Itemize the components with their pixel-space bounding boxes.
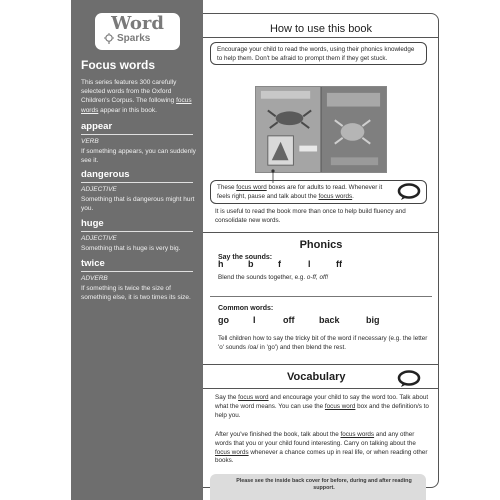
vocab-p2-c: whenever a chance comes up in real life, or when reading other books. bbox=[215, 448, 428, 465]
entry-word: appear bbox=[81, 121, 113, 132]
sound-item: f bbox=[278, 259, 281, 269]
phonics-title: Phonics bbox=[299, 239, 343, 251]
word-entry-twice bbox=[81, 258, 199, 302]
sound-item: ff bbox=[336, 259, 342, 269]
reading-support-note: Please see the inside back cover for before, during and after reading support. bbox=[210, 474, 426, 500]
sound-item: b bbox=[248, 259, 254, 269]
sounds-row bbox=[218, 259, 358, 271]
word-entry-appear bbox=[81, 121, 199, 165]
logo-sparks-text: Sparks bbox=[117, 33, 151, 44]
section-divider bbox=[203, 364, 439, 365]
word-entry-huge bbox=[81, 218, 199, 253]
word-sparks-logo bbox=[95, 13, 180, 50]
entry-part-of-speech: ADVERB bbox=[81, 275, 108, 282]
entry-divider bbox=[81, 182, 193, 183]
common-word: back bbox=[319, 315, 340, 325]
logo-word-text: Word bbox=[111, 13, 164, 34]
blend-text bbox=[218, 274, 428, 283]
focus-words-intro bbox=[81, 78, 197, 115]
entry-divider bbox=[81, 271, 193, 272]
section-divider bbox=[203, 388, 439, 389]
focus-box-text-1: These bbox=[217, 184, 237, 191]
focus-box-text-2: boxes are for adults to read. Whenever it feels right, pause and talk about the bbox=[217, 184, 383, 200]
speech-bubble-icon bbox=[397, 183, 421, 201]
intro-prefix: This series features 300 carefully selected words from the Oxford Children's Corpus. The following bbox=[81, 79, 177, 105]
vocab-p1-link-1: focus word bbox=[238, 394, 269, 401]
common-word: big bbox=[366, 315, 380, 325]
vocab-p2-link-2: focus words bbox=[215, 448, 249, 456]
focus-words-sidebar bbox=[71, 0, 203, 500]
focus-box-link-2: focus words bbox=[318, 192, 353, 200]
entry-word: twice bbox=[81, 258, 105, 269]
title-divider bbox=[203, 37, 439, 38]
how-to-title: How to use this book bbox=[269, 23, 373, 35]
vocabulary-paragraph-1 bbox=[215, 394, 429, 420]
common-word: off bbox=[283, 315, 295, 325]
entry-divider bbox=[81, 231, 193, 232]
intro-suffix: appear in this book. bbox=[98, 106, 157, 114]
how-to-panel bbox=[203, 13, 439, 491]
entry-part-of-speech: ADJECTIVE bbox=[81, 186, 117, 193]
common-words-label: Common words: bbox=[218, 305, 274, 312]
entry-part-of-speech: ADJECTIVE bbox=[81, 235, 117, 242]
entry-definition: If something is twice the size of something else, it is two times its size. bbox=[81, 285, 191, 302]
entry-word: dangerous bbox=[81, 169, 130, 180]
vocab-p1-b: and encourage your child to say the word too. Talk about what the word means. You can use the bbox=[215, 394, 429, 410]
vocab-p2-b: and any other words that you or your child found interesting. Carry on talking about the bbox=[215, 431, 416, 447]
entry-definition: Something that is dangerous might hurt you. bbox=[81, 196, 195, 213]
encourage-box: Encourage your child to read the words, using their phonics knowledge to help them. Don't be afraid to prompt them if they get stuck. bbox=[210, 42, 427, 65]
blend-prefix: Blend the sounds together, e.g. bbox=[218, 274, 307, 281]
common-word: go bbox=[218, 315, 229, 325]
entry-divider bbox=[81, 134, 193, 135]
entry-definition: If something appears, you can suddenly see it. bbox=[81, 148, 196, 165]
intro-focus-words: focus words bbox=[81, 97, 192, 114]
reread-text: It is useful to read the book more than once to help build fluency and consolidate new words. bbox=[215, 208, 406, 224]
focus-box-link-1: focus word bbox=[236, 184, 267, 191]
sound-item: h bbox=[218, 259, 224, 269]
blend-example: o-ff, off! bbox=[306, 274, 329, 281]
sample-pages-illustration bbox=[255, 86, 387, 173]
vocab-p2-link-1: focus words bbox=[340, 431, 375, 438]
focus-words-title: Focus words bbox=[81, 58, 156, 72]
common-word: I bbox=[253, 315, 256, 325]
vocab-p1-link-2: focus word bbox=[324, 402, 356, 410]
focus-box-text-3: . bbox=[352, 192, 354, 200]
vocab-p1-a: Say the bbox=[215, 394, 239, 401]
focus-word-explainer-box bbox=[210, 180, 427, 204]
vocab-p1-c: box and the definition/s to help you. bbox=[215, 402, 429, 419]
spark-icon bbox=[103, 33, 115, 45]
phonics-divider bbox=[210, 296, 432, 297]
entry-part-of-speech: VERB bbox=[81, 138, 99, 145]
section-divider bbox=[203, 232, 439, 233]
word-entry-dangerous bbox=[81, 169, 199, 213]
vocabulary-title: Vocabulary bbox=[287, 371, 346, 383]
vocab-p2-a: After you've finished the book, talk about the bbox=[215, 431, 341, 438]
vocabulary-paragraph-2 bbox=[215, 431, 429, 466]
tricky-text: Tell children how to say the tricky bit of the word if necessary (e.g. the letter 'o' sounds /oa/ in 'go') and then blend the rest. bbox=[218, 335, 428, 351]
speech-bubble-icon bbox=[397, 370, 421, 388]
entry-word: huge bbox=[81, 218, 104, 229]
sound-item: l bbox=[308, 259, 311, 269]
say-sounds-label: Say the sounds: bbox=[218, 254, 273, 261]
common-words-row bbox=[218, 315, 418, 327]
entry-definition: Something that is huge is very big. bbox=[81, 245, 181, 252]
